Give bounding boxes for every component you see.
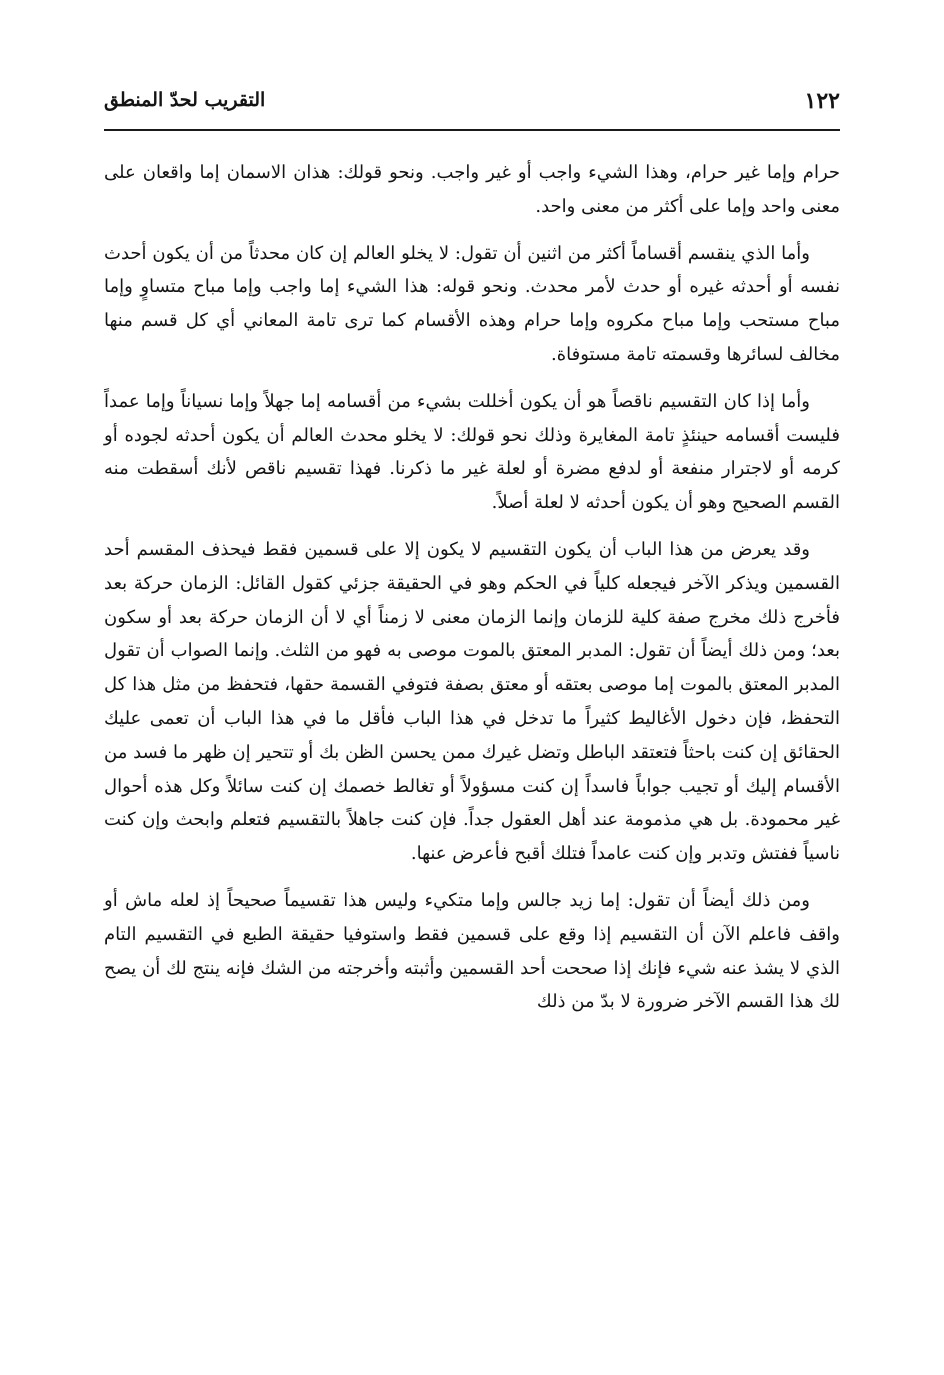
- paragraph-5: ومن ذلك أيضاً أن تقول: إما زيد جالس وإما متكيء وليس هذا تقسيماً صحيحاً إذ لعله ماش أو واقف فاعلم الآن أن التقسيم إذا وقع على قسمين فقط واستوفيا حقيقة الطبع في التقسيم التام الذي لا يشذ عنه شيء فإنك إذا صححت أحد القسمين وأثبته وأخرجته من الشك فإنه ينتج لك أن يصح لك هذا القسم الآخر ضرورة لا بدّ من ذلك: [104, 889, 840, 1013]
- page-body: [104, 156, 840, 1032]
- page-header: [104, 86, 840, 126]
- page-number: ١٢٢: [804, 88, 840, 114]
- running-title: التقريب لحدّ المنطق: [104, 89, 266, 111]
- header-rule: [104, 129, 840, 131]
- paragraph-4: وقد يعرض من هذا الباب أن يكون التقسيم لا يكون إلا على قسمين فقط فيحذف المقسم أحد القسمين ويذكر الآخر فيجعله كلياً في الحكم وهو في الحقيقة جزئي كقول القائل: الزمان حركة بعد فأخرج ذلك مخرج صفة كلية للزمان وإنما الزمان معنى لا زمناً أي لا أن الزمان حركة بعد أو سكون بعد؛ ومن ذلك أيضاً أن تقول: المدبر المعتق بالموت موصى به فهو من الثلث. وإنما الصواب أن تقول المدبر المعتق بالموت إما موصى بعتقه أو معتق بصفة فتوفي القسمة حقها، فتحفظ من مثل هذا كل التحفظ، فإن دخول الأغاليط كثيراً ما تدخل في هذا الباب فأقل ما في هذا الباب أن تعمى عليك الحقائق إن كنت باحثاً فتعتقد الباطل وتضل غيرك ممن يحسن الظن بك أو تتحير إن ظهر ما فسد من الأقسام إليك أو تجيب جواباً فاسداً إن كنت مسؤولاً أو تغالط خصمك إن كنت سائلاً وكل هذه أحوال غير محمودة. بل هي مذمومة عند أهل العقول جداً. فإن كنت جاهلاً بالتقسيم فتعلم وابحث وإن كنت ناسياً ففتش وتدبر وإن كنت عامداً فتلك أقبح فأعرض عنها.: [104, 538, 840, 865]
- book-page: [104, 86, 840, 1013]
- paragraph-1: حرام وإما غير حرام، وهذا الشيء واجب أو غير واجب. ونحو قولك: هذان الاسمان إما واقعان على معنى واحد وإما على أكثر من معنى واحد.: [104, 162, 840, 217]
- paragraph-3: وأما إذا كان التقسيم ناقصاً هو أن يكون أخللت بشيء من أقسامه إما جهلاً وإما نسياناً وإما عمداً فليست أقسامه حينئذٍ تامة المغايرة وذلك نحو قولك: لا يخلو محدث العالم أن يكون أحدثه لجوده أو كرمه أو لاجترار منفعة أو لدفع مضرة أو لعلة غير ما ذكرنا. فهذا تقسيم ناقص لأنك أسقطت منه القسم الصحيح وهو أن يكون أحدثه لا لعلة أصلاً.: [104, 390, 840, 514]
- paragraph-2: وأما الذي ينقسم أقساماً أكثر من اثنين أن تقول: لا يخلو العالم إن كان محدثاً من أن يكون أحدث نفسه أو أحدثه غيره أو حدث لأمر محدث. ونحو قوله: هذا الشيء إما واجب وإما مباح متساوٍ وإما مباح مستحب وإما مباح مكروه وإما حرام وهذه الأقسام كما ترى تامة المعاني أي كل قسم منها مخالف لسائرها وقسمته تامة مستوفاة.: [104, 242, 840, 365]
